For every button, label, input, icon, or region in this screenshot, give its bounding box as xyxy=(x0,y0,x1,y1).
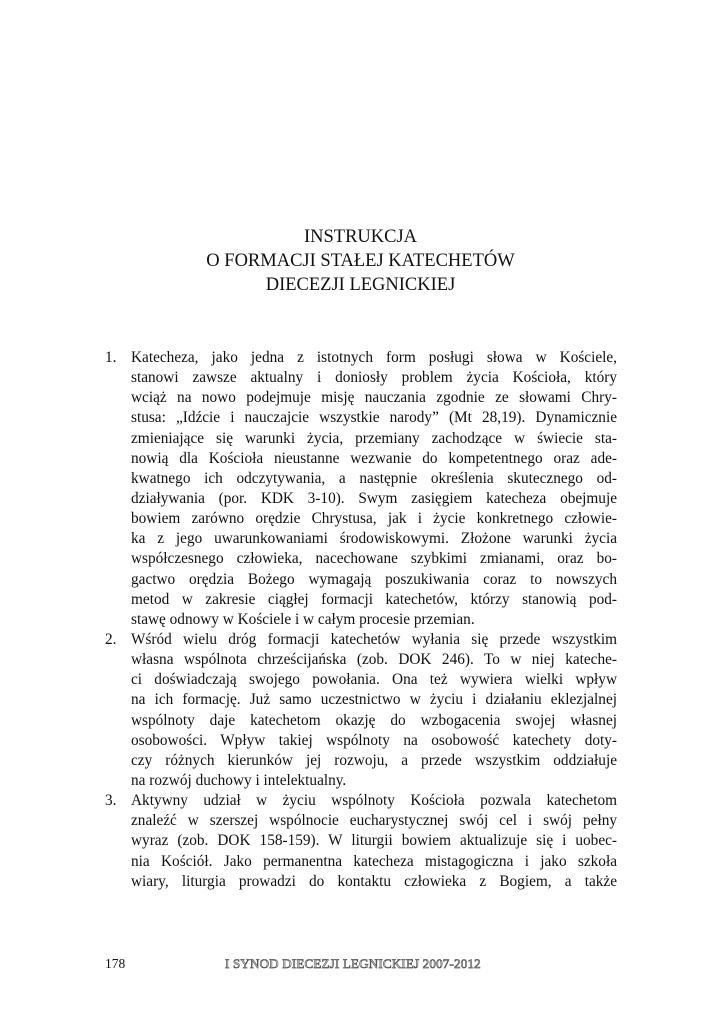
text-line: czy różnych kierunków jej rozwoju, a przede wszystkim oddziałuje xyxy=(131,751,617,769)
text-line: zmieniające się warunki życia, przemiany zachodzące w świecie sta- xyxy=(131,429,617,447)
text-line: gactwo orędzia Bożego wymagają poszukiwania coraz to nowszych xyxy=(131,570,617,588)
paragraph-number: 2. xyxy=(105,630,117,648)
text-line: wiary, liturgia prowadzi do kontaktu człowieka z Bogiem, a także xyxy=(131,872,617,890)
text-line: na rozwój duchowy i intelektualny. xyxy=(131,771,347,789)
text-line: Wśród wielu dróg formacji katechetów wyłania się przede wszystkim xyxy=(131,630,617,648)
text-line: metod w zakresie ciągłej formacji katechetów, którzy stanowią pod- xyxy=(131,590,617,608)
text-line: kwatnego ich odczytywania, a następnie określenia skutecznego od- xyxy=(131,469,617,487)
page-number: 178 xyxy=(105,956,126,971)
text-line: Aktywny udział w życiu wspólnoty Kościoła pozwala katechetom xyxy=(131,792,617,810)
text-line: własna wspólnota chrześcijańska (zob. DOK 246). To w niej kateche- xyxy=(131,651,617,669)
title-line: DIECEZJI LEGNICKIEJ xyxy=(265,275,456,295)
text-line: bowiem zarówno orędzie Chrystusa, jak i życie konkretnego człowie- xyxy=(131,510,617,528)
numbered-paragraph xyxy=(105,630,617,791)
text-line: wspólnoty daje katechetom okazję do wzbogacenia swojej własnej xyxy=(131,711,617,729)
text-line: Katecheza, jako jedna z istotnych form posługi słowa w Kościele, xyxy=(131,349,617,366)
running-head: I SYNOD DIECEZJI LEGNICKIEJ 2007-2012 xyxy=(225,956,481,971)
text-line: stusa: „Idźcie i nauczajcie wszystkie narody” (Mt 28,19). Dynamicznie xyxy=(131,409,617,427)
numbered-paragraph-list xyxy=(105,348,617,892)
text-line: znaleźć w szerszej wspólnocie eucharystycznej swój cel i swój pełny xyxy=(131,812,617,830)
document-title xyxy=(0,225,721,297)
text-line: współczesnego człowieka, nacechowane szybkimi zmianami, oraz bo- xyxy=(131,550,617,568)
text-line: stanowi zawsze aktualny i doniosły problem życia Kościoła, który xyxy=(131,369,617,387)
text-line: działywania (por. KDK 3-10). Swym zasięgiem katecheza obejmuje xyxy=(131,489,617,507)
text-line: na ich formację. Już samo uczestnictwo w życiu i działaniu eklezjalnej xyxy=(131,691,617,709)
text-line: ka z jego uwarunkowaniami środowiskowymi. Złożone warunki życia xyxy=(131,530,617,548)
text-line: wciąż na nowo podejmuje misję nauczania zgodnie ze słowami Chry- xyxy=(131,389,617,407)
numbered-paragraph xyxy=(105,348,617,630)
text-line: wyraz (zob. DOK 158-159). W liturgii bowiem aktualizuje się i uobec- xyxy=(131,832,617,850)
text-line: nia Kościół. Jako permanentna katecheza mistagogiczna i jako szkoła xyxy=(131,852,617,870)
title-line: INSTRUKCJA xyxy=(303,227,418,247)
paragraph-number: 3. xyxy=(105,792,117,810)
text-line: nowią dla Kościoła nieustanne wezwanie do kompetentnego oraz ade- xyxy=(131,449,617,467)
text-line: osobowości. Wpływ takiej wspólnoty na osobowość katechety doty- xyxy=(131,731,617,749)
text-line: stawę odnowy w Kościele i w całym procesie przemian. xyxy=(131,610,475,628)
paragraph-number: 1. xyxy=(105,349,117,366)
numbered-paragraph xyxy=(105,791,617,892)
title-line: O FORMACJI STAŁEJ KATECHETÓW xyxy=(206,251,515,271)
text-line: ci doświadczają swojego powołania. Ona też wywiera wielki wpływ xyxy=(131,671,617,689)
